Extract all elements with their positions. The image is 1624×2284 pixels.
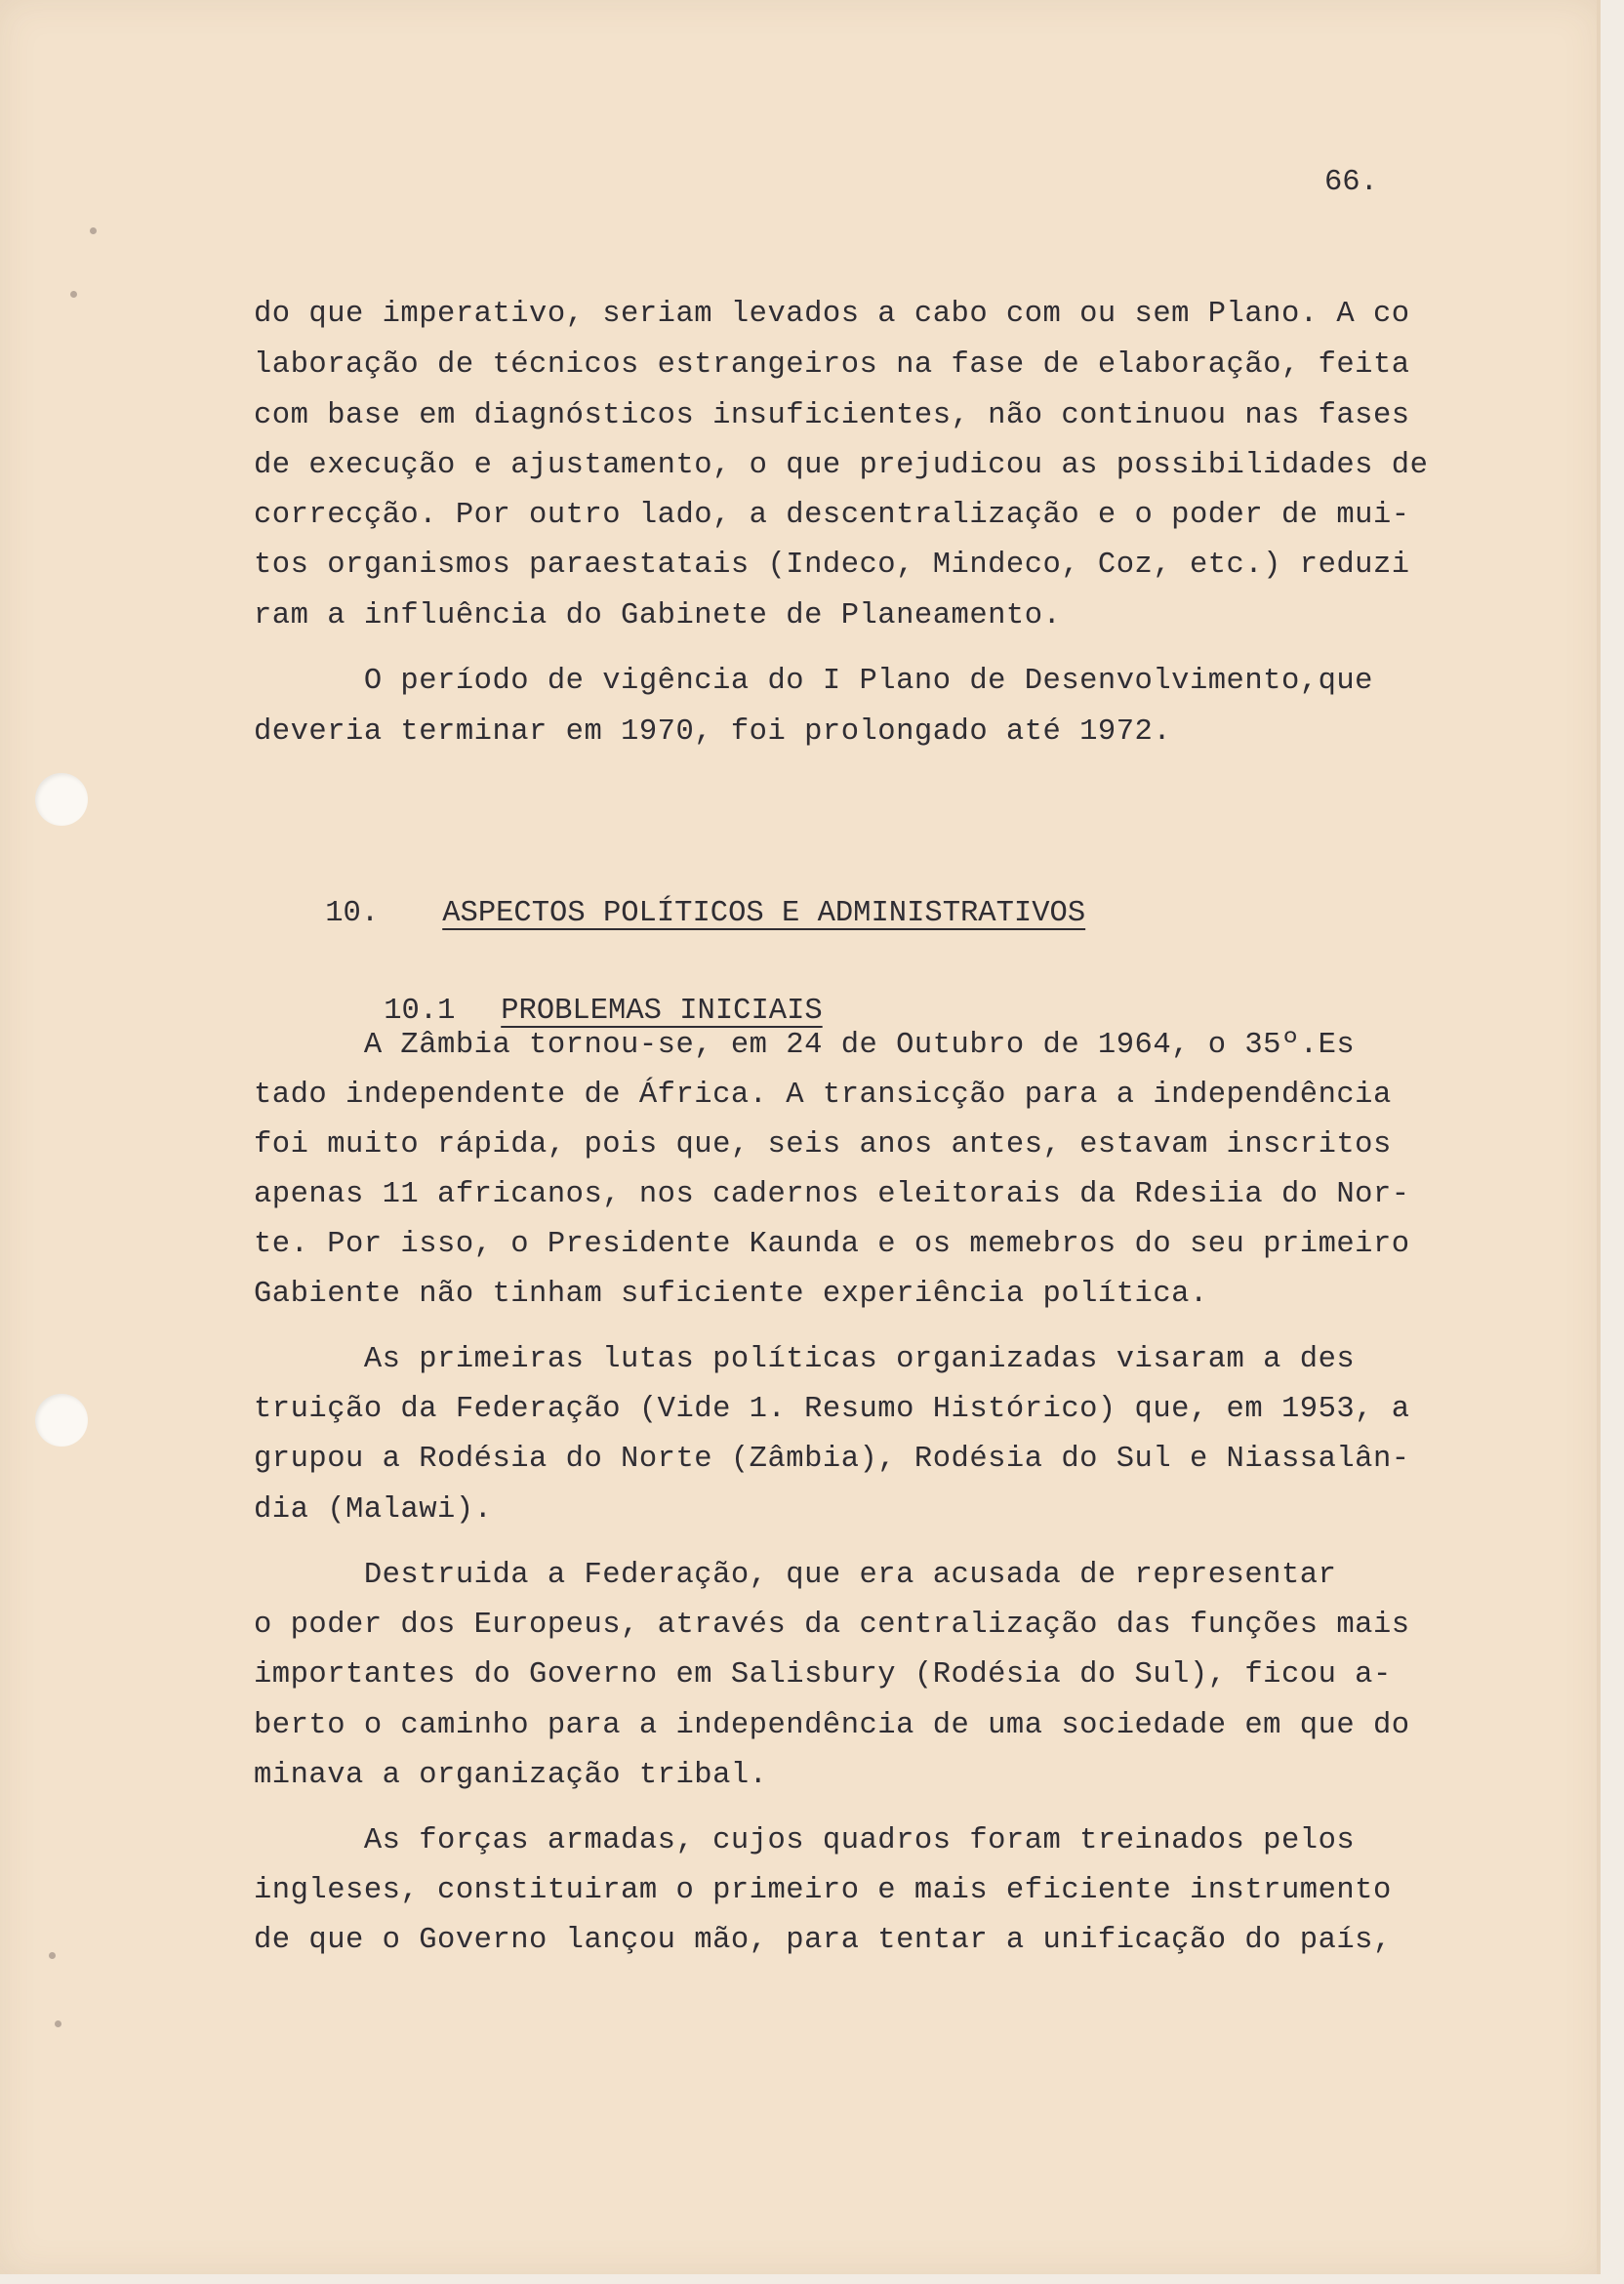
section-number: 10. xyxy=(325,897,380,930)
section-heading xyxy=(254,864,1085,963)
text-line: com base em diagnósticos insuficientes, não continuou nas fases xyxy=(254,399,1410,432)
text-line: O período de vigência do I Plano de Desenvolvimento,que xyxy=(254,665,1373,698)
text-line: apenas 11 africanos, nos cadernos eleitorais da Rdesiia do Nor- xyxy=(254,1178,1410,1211)
page-number: 66. xyxy=(1324,166,1378,199)
text-line: grupou a Rodésia do Norte (Zâmbia), Rodésia do Sul e Niassalân- xyxy=(254,1443,1410,1476)
text-line: dia (Malawi). xyxy=(254,1493,493,1527)
speck xyxy=(55,2020,61,2027)
page-edge xyxy=(1597,0,1601,2274)
text-line: deveria terminar em 1970, foi prolongado até 1972. xyxy=(254,715,1172,749)
speck xyxy=(90,227,97,234)
text-line: o poder dos Europeus, através da centralização das funções mais xyxy=(254,1609,1410,1642)
text-line: As forças armadas, cujos quadros foram treinados pelos xyxy=(254,1824,1356,1857)
text-line: ram a influência do Gabinete de Planeamento. xyxy=(254,599,1062,632)
section-title: ASPECTOS POLÍTICOS E ADMINISTRATIVOS xyxy=(442,897,1086,930)
text-line: A Zâmbia tornou-se, em 24 de Outubro de 1964, o 35º.Es xyxy=(254,1029,1356,1062)
text-line: laboração de técnicos estrangeiros na fase de elaboração, feita xyxy=(254,348,1410,382)
text-line: te. Por isso, o Presidente Kaunda e os memebros do seu primeiro xyxy=(254,1228,1410,1261)
speck xyxy=(49,1952,56,1959)
subsection-number: 10.1 xyxy=(384,995,456,1028)
text-line: ingleses, constituiram o primeiro e mais eficiente instrumento xyxy=(254,1874,1392,1907)
text-line: correcção. Por outro lado, a descentralização e o poder de mui- xyxy=(254,499,1410,532)
text-line: do que imperativo, seriam levados a cabo com ou sem Plano. A co xyxy=(254,298,1410,331)
text-line: berto o caminho para a independência de uma sociedade em que do xyxy=(254,1709,1410,1742)
punch-hole xyxy=(35,1394,88,1447)
text-line: As primeiras lutas políticas organizadas visaram a des xyxy=(254,1343,1356,1376)
punch-hole xyxy=(35,773,88,826)
speck xyxy=(70,291,77,298)
text-line: minava a organização tribal. xyxy=(254,1759,768,1792)
text-line: foi muito rápida, pois que, seis anos antes, estavam inscritos xyxy=(254,1128,1392,1162)
text-line: tado independente de África. A transicção para a independência xyxy=(254,1079,1392,1112)
text-line: de que o Governo lançou mão, para tentar a unificação do país, xyxy=(254,1924,1392,1957)
subsection-title: PROBLEMAS INICIAIS xyxy=(501,995,823,1028)
text-line: Destruida a Federação, que era acusada de representar xyxy=(254,1559,1337,1592)
text-line: de execução e ajustamento, o que prejudicou as possibilidades de xyxy=(254,449,1429,482)
text-line: tos organismos paraestatais (Indeco, Mindeco, Coz, etc.) reduzi xyxy=(254,549,1410,582)
text-line: Gabiente não tinham suficiente experiência política. xyxy=(254,1278,1208,1311)
text-line: importantes do Governo em Salisbury (Rodésia do Sul), ficou a- xyxy=(254,1658,1392,1692)
text-line: truição da Federação (Vide 1. Resumo Histórico) que, em 1953, a xyxy=(254,1393,1410,1426)
